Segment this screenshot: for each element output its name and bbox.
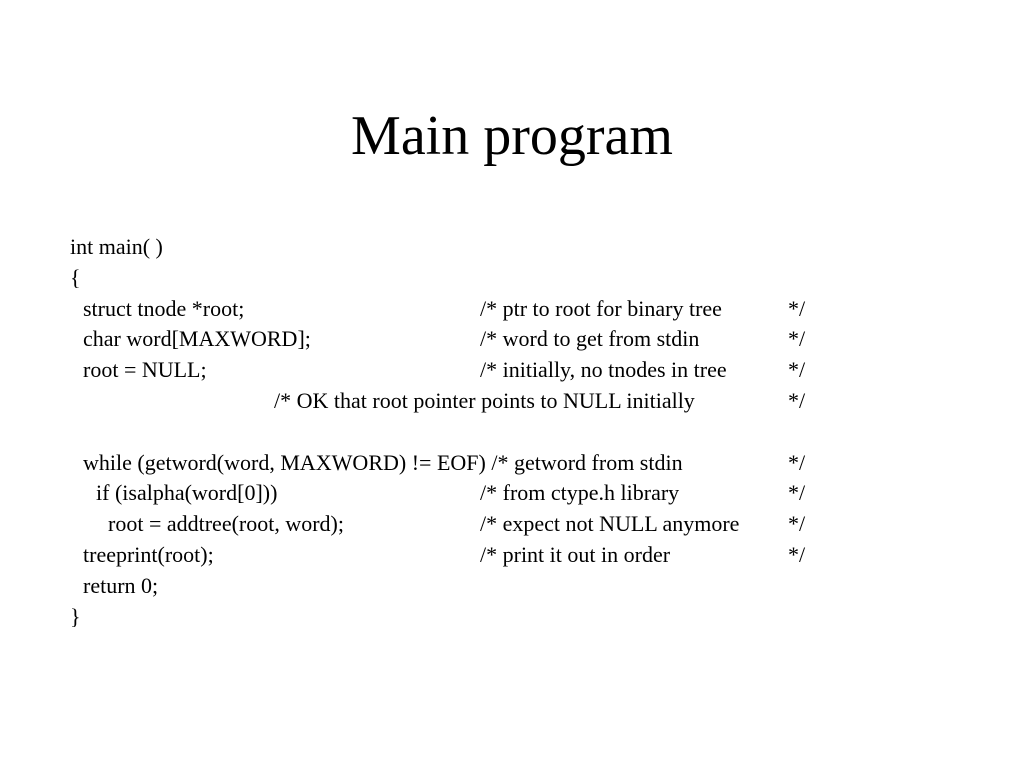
code-line-blank xyxy=(0,417,1024,448)
code-line-treeprint xyxy=(0,540,1024,571)
code-line-addtree xyxy=(0,509,1024,540)
code-text: char word[MAXWORD]; xyxy=(83,326,311,352)
code-text: int main( ) xyxy=(70,234,163,259)
comment-end: */ xyxy=(788,541,806,567)
code-comment: /* initially, no tnodes in tree xyxy=(480,357,727,383)
code-text: { xyxy=(70,264,81,290)
code-text: while (getword(word, MAXWORD) != EOF) /* getword from stdin xyxy=(83,449,683,475)
code-text: } xyxy=(70,603,81,629)
code-line-if xyxy=(0,478,1024,509)
code-line-root-null xyxy=(0,355,1024,386)
code-text: root = addtree(root, word); xyxy=(108,511,344,537)
comment-end: */ xyxy=(788,295,806,321)
code-comment: /* word to get from stdin xyxy=(480,326,700,352)
code-line-while xyxy=(0,448,1024,479)
code-text: return 0; xyxy=(83,572,159,598)
code-line-return xyxy=(0,571,1024,602)
code-text: root = NULL; xyxy=(83,357,207,383)
code-text: treeprint(root); xyxy=(83,541,214,567)
code-block xyxy=(0,232,1024,632)
comment-end: */ xyxy=(788,449,806,475)
code-comment: /* OK that root pointer points to NULL initially xyxy=(274,387,695,413)
comment-end: */ xyxy=(788,326,806,352)
code-comment: /* from ctype.h library xyxy=(480,480,680,506)
code-line-open-brace xyxy=(0,263,1024,294)
code-comment: /* print it out in order xyxy=(480,541,671,567)
code-text: struct tnode *root; xyxy=(83,295,245,321)
slide-title: Main program xyxy=(351,105,673,167)
comment-end: */ xyxy=(788,387,806,413)
code-line-signature xyxy=(0,232,1024,263)
code-line-null-note xyxy=(0,386,1024,417)
comment-end: */ xyxy=(788,357,806,383)
code-line-root-decl xyxy=(0,294,1024,325)
comment-end: */ xyxy=(788,511,806,537)
code-text: if (isalpha(word[0])) xyxy=(96,480,278,506)
code-comment: /* expect not NULL anymore xyxy=(480,511,740,537)
comment-end: */ xyxy=(788,480,806,506)
code-line-close-brace xyxy=(0,602,1024,633)
code-line-word-decl xyxy=(0,324,1024,355)
code-comment: /* ptr to root for binary tree xyxy=(480,295,722,321)
